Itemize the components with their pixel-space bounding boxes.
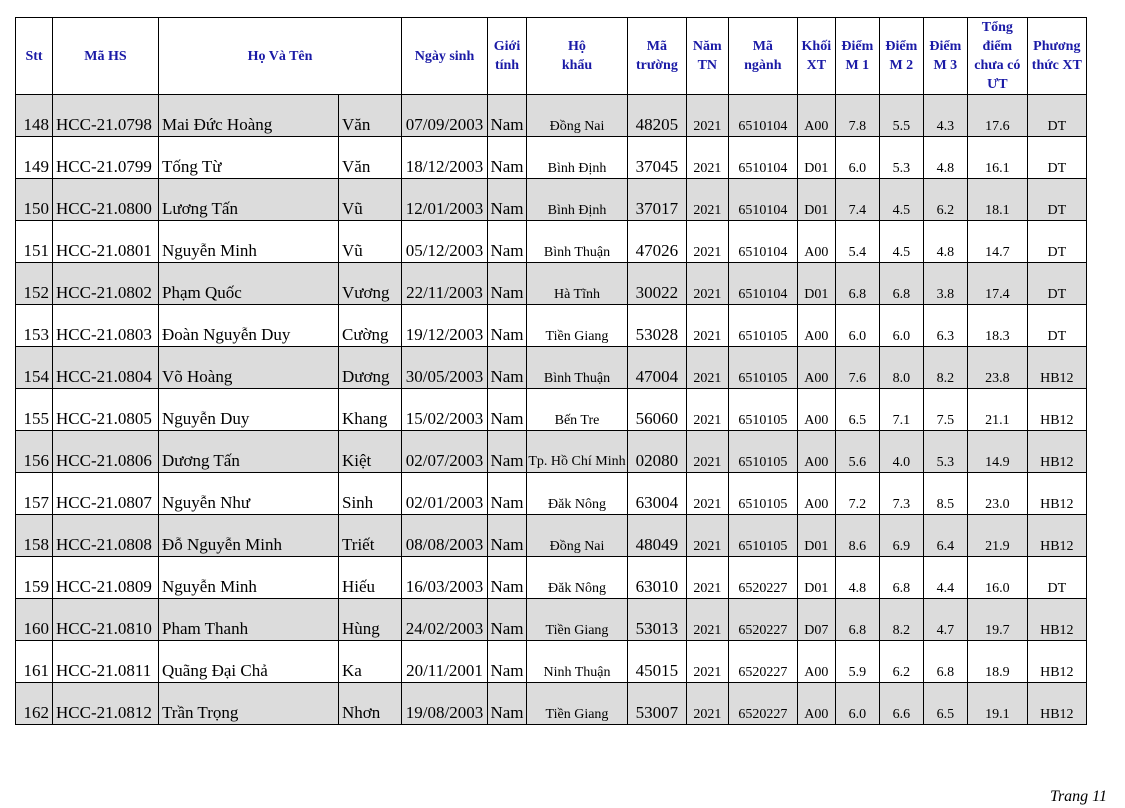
cell-ma-nganh: 6510104 <box>728 95 797 137</box>
cell-ma-nganh: 6510105 <box>728 515 797 557</box>
cell-nam-tn: 2021 <box>686 599 728 641</box>
table-row <box>16 557 1087 599</box>
cell-diem-m3: 6.8 <box>923 641 967 683</box>
cell-gioi-tinh: Nam <box>488 179 527 221</box>
cell-tong-diem: 18.9 <box>967 641 1027 683</box>
table-row <box>16 515 1087 557</box>
cell-tong-diem: 18.1 <box>967 179 1027 221</box>
cell-ma-truong: 02080 <box>628 431 687 473</box>
cell-ngay-sinh: 05/12/2003 <box>402 221 488 263</box>
cell-diem-m3: 4.4 <box>923 557 967 599</box>
cell-stt: 153 <box>16 305 53 347</box>
cell-phuong-thuc: DT <box>1027 137 1086 179</box>
cell-diem-m1: 8.6 <box>835 515 879 557</box>
cell-gioi-tinh: Nam <box>488 137 527 179</box>
cell-ngay-sinh: 22/11/2003 <box>402 263 488 305</box>
cell-diem-m3: 8.2 <box>923 347 967 389</box>
cell-ma-truong: 48205 <box>628 95 687 137</box>
cell-ma-truong: 47004 <box>628 347 687 389</box>
cell-tong-diem: 14.7 <box>967 221 1027 263</box>
cell-stt: 161 <box>16 641 53 683</box>
cell-diem-m2: 6.8 <box>879 557 923 599</box>
cell-diem-m1: 7.6 <box>835 347 879 389</box>
cell-stt: 158 <box>16 515 53 557</box>
header-ngay-sinh: Ngày sinh <box>402 18 488 95</box>
cell-ho-khau: Đăk Nông <box>527 557 628 599</box>
cell-ma-nganh: 6510105 <box>728 389 797 431</box>
cell-ma-hs: HCC-21.0809 <box>53 557 159 599</box>
cell-ten: Kiệt <box>339 431 402 473</box>
cell-tong-diem: 21.9 <box>967 515 1027 557</box>
cell-ma-truong: 56060 <box>628 389 687 431</box>
table-row <box>16 641 1087 683</box>
cell-ten: Cường <box>339 305 402 347</box>
cell-stt: 159 <box>16 557 53 599</box>
header-diem-m3: Điểm M 3 <box>923 18 967 95</box>
cell-ma-truong: 63010 <box>628 557 687 599</box>
cell-phuong-thuc: HB12 <box>1027 431 1086 473</box>
cell-khoi-xt: D01 <box>797 515 835 557</box>
header-ho-khau: Hộ khẩu <box>527 18 628 95</box>
cell-diem-m2: 6.9 <box>879 515 923 557</box>
cell-diem-m2: 8.0 <box>879 347 923 389</box>
cell-stt: 151 <box>16 221 53 263</box>
cell-diem-m3: 6.3 <box>923 305 967 347</box>
cell-ho-dem: Đỗ Nguyễn Minh <box>159 515 339 557</box>
cell-ngay-sinh: 19/12/2003 <box>402 305 488 347</box>
cell-ho-dem: Trần Trọng <box>159 683 339 725</box>
cell-tong-diem: 14.9 <box>967 431 1027 473</box>
cell-nam-tn: 2021 <box>686 347 728 389</box>
cell-ho-dem: Nguyễn Minh <box>159 221 339 263</box>
cell-ma-hs: HCC-21.0801 <box>53 221 159 263</box>
cell-diem-m2: 6.6 <box>879 683 923 725</box>
cell-ho-dem: Tống Từ <box>159 137 339 179</box>
cell-phuong-thuc: DT <box>1027 179 1086 221</box>
cell-gioi-tinh: Nam <box>488 515 527 557</box>
cell-ngay-sinh: 08/08/2003 <box>402 515 488 557</box>
cell-ma-hs: HCC-21.0803 <box>53 305 159 347</box>
cell-diem-m2: 4.5 <box>879 179 923 221</box>
cell-ma-truong: 30022 <box>628 263 687 305</box>
cell-diem-m3: 4.3 <box>923 95 967 137</box>
cell-ngay-sinh: 02/07/2003 <box>402 431 488 473</box>
cell-diem-m1: 6.8 <box>835 599 879 641</box>
cell-tong-diem: 17.4 <box>967 263 1027 305</box>
table-row <box>16 179 1087 221</box>
cell-gioi-tinh: Nam <box>488 641 527 683</box>
cell-gioi-tinh: Nam <box>488 389 527 431</box>
cell-gioi-tinh: Nam <box>488 473 527 515</box>
cell-tong-diem: 19.7 <box>967 599 1027 641</box>
cell-khoi-xt: A00 <box>797 641 835 683</box>
cell-ma-nganh: 6520227 <box>728 641 797 683</box>
cell-ma-nganh: 6510104 <box>728 263 797 305</box>
cell-ma-nganh: 6510105 <box>728 473 797 515</box>
cell-diem-m2: 4.0 <box>879 431 923 473</box>
cell-diem-m2: 6.8 <box>879 263 923 305</box>
cell-ma-hs: HCC-21.0806 <box>53 431 159 473</box>
cell-nam-tn: 2021 <box>686 641 728 683</box>
cell-nam-tn: 2021 <box>686 473 728 515</box>
cell-ten: Văn <box>339 137 402 179</box>
cell-ten: Hùng <box>339 599 402 641</box>
cell-ho-khau: Bình Định <box>527 137 628 179</box>
cell-ho-dem: Nguyễn Duy <box>159 389 339 431</box>
cell-ma-truong: 53007 <box>628 683 687 725</box>
cell-diem-m3: 6.5 <box>923 683 967 725</box>
table-row <box>16 95 1087 137</box>
cell-diem-m1: 7.4 <box>835 179 879 221</box>
cell-ma-nganh: 6510104 <box>728 179 797 221</box>
cell-ma-nganh: 6510105 <box>728 431 797 473</box>
cell-diem-m2: 7.3 <box>879 473 923 515</box>
cell-diem-m1: 5.6 <box>835 431 879 473</box>
cell-gioi-tinh: Nam <box>488 599 527 641</box>
cell-ma-nganh: 6510104 <box>728 137 797 179</box>
cell-ten: Nhơn <box>339 683 402 725</box>
cell-ho-dem: Dương Tấn <box>159 431 339 473</box>
cell-ma-hs: HCC-21.0799 <box>53 137 159 179</box>
cell-diem-m3: 6.4 <box>923 515 967 557</box>
cell-nam-tn: 2021 <box>686 137 728 179</box>
cell-ho-dem: Nguyễn Như <box>159 473 339 515</box>
cell-ten: Văn <box>339 95 402 137</box>
cell-ma-hs: HCC-21.0807 <box>53 473 159 515</box>
cell-khoi-xt: A00 <box>797 221 835 263</box>
cell-khoi-xt: D01 <box>797 557 835 599</box>
cell-stt: 148 <box>16 95 53 137</box>
cell-gioi-tinh: Nam <box>488 683 527 725</box>
cell-ho-khau: Tiền Giang <box>527 683 628 725</box>
cell-stt: 157 <box>16 473 53 515</box>
cell-ma-truong: 37045 <box>628 137 687 179</box>
header-ma-nganh: Mã ngành <box>728 18 797 95</box>
cell-ma-truong: 48049 <box>628 515 687 557</box>
header-khoi-xt: Khối XT <box>797 18 835 95</box>
cell-ma-truong: 37017 <box>628 179 687 221</box>
cell-ho-khau: Tp. Hồ Chí Minh <box>527 431 628 473</box>
cell-ma-nganh: 6510104 <box>728 221 797 263</box>
cell-ho-khau: Đồng Nai <box>527 515 628 557</box>
cell-ma-hs: HCC-21.0811 <box>53 641 159 683</box>
table-row <box>16 599 1087 641</box>
cell-ma-nganh: 6520227 <box>728 683 797 725</box>
cell-ten: Ka <box>339 641 402 683</box>
cell-ho-khau: Hà Tĩnh <box>527 263 628 305</box>
cell-ten: Vũ <box>339 179 402 221</box>
cell-ho-khau: Đăk Nông <box>527 473 628 515</box>
cell-gioi-tinh: Nam <box>488 263 527 305</box>
cell-gioi-tinh: Nam <box>488 95 527 137</box>
header-diem-m1: Điểm M 1 <box>835 18 879 95</box>
cell-nam-tn: 2021 <box>686 389 728 431</box>
cell-ma-hs: HCC-21.0810 <box>53 599 159 641</box>
table-row <box>16 263 1087 305</box>
cell-diem-m3: 4.7 <box>923 599 967 641</box>
cell-khoi-xt: D07 <box>797 599 835 641</box>
cell-ho-dem: Võ Hoàng <box>159 347 339 389</box>
cell-khoi-xt: A00 <box>797 305 835 347</box>
cell-phuong-thuc: HB12 <box>1027 599 1086 641</box>
cell-nam-tn: 2021 <box>686 305 728 347</box>
cell-tong-diem: 23.8 <box>967 347 1027 389</box>
cell-ho-khau: Ninh Thuận <box>527 641 628 683</box>
cell-ho-khau: Bến Tre <box>527 389 628 431</box>
cell-ten: Triết <box>339 515 402 557</box>
cell-diem-m1: 6.5 <box>835 389 879 431</box>
header-ma-hs: Mã HS <box>53 18 159 95</box>
table-row <box>16 683 1087 725</box>
cell-diem-m1: 7.8 <box>835 95 879 137</box>
cell-gioi-tinh: Nam <box>488 557 527 599</box>
cell-nam-tn: 2021 <box>686 431 728 473</box>
cell-khoi-xt: D01 <box>797 137 835 179</box>
cell-nam-tn: 2021 <box>686 95 728 137</box>
cell-ho-khau: Tiền Giang <box>527 599 628 641</box>
cell-ngay-sinh: 20/11/2001 <box>402 641 488 683</box>
cell-ho-dem: Lương Tấn <box>159 179 339 221</box>
page-number: Trang 11 <box>1049 788 1107 805</box>
cell-ho-dem: Nguyễn Minh <box>159 557 339 599</box>
cell-ho-dem: Phạm Quốc <box>159 263 339 305</box>
cell-tong-diem: 23.0 <box>967 473 1027 515</box>
cell-diem-m1: 5.9 <box>835 641 879 683</box>
cell-diem-m1: 4.8 <box>835 557 879 599</box>
cell-ma-nganh: 6520227 <box>728 599 797 641</box>
cell-ma-hs: HCC-21.0804 <box>53 347 159 389</box>
cell-ma-hs: HCC-21.0802 <box>53 263 159 305</box>
cell-ngay-sinh: 12/01/2003 <box>402 179 488 221</box>
table-row <box>16 347 1087 389</box>
header-stt: Stt <box>16 18 53 95</box>
cell-ma-hs: HCC-21.0812 <box>53 683 159 725</box>
table-row <box>16 137 1087 179</box>
cell-ten: Vương <box>339 263 402 305</box>
cell-phuong-thuc: HB12 <box>1027 347 1086 389</box>
cell-ten: Vũ <box>339 221 402 263</box>
cell-tong-diem: 21.1 <box>967 389 1027 431</box>
cell-diem-m1: 6.8 <box>835 263 879 305</box>
cell-ma-truong: 47026 <box>628 221 687 263</box>
header-tong-diem: Tổng điểm chưa có ƯT <box>967 18 1027 95</box>
header-phuong-thuc: Phương thức XT <box>1027 18 1086 95</box>
cell-ngay-sinh: 15/02/2003 <box>402 389 488 431</box>
cell-ho-dem: Pham Thanh <box>159 599 339 641</box>
cell-ten: Dương <box>339 347 402 389</box>
cell-gioi-tinh: Nam <box>488 221 527 263</box>
cell-tong-diem: 16.0 <box>967 557 1027 599</box>
cell-nam-tn: 2021 <box>686 515 728 557</box>
cell-ma-hs: HCC-21.0798 <box>53 95 159 137</box>
cell-stt: 152 <box>16 263 53 305</box>
cell-khoi-xt: A00 <box>797 347 835 389</box>
table-row <box>16 431 1087 473</box>
table-row <box>16 389 1087 431</box>
cell-ngay-sinh: 07/09/2003 <box>402 95 488 137</box>
cell-ma-nganh: 6510105 <box>728 305 797 347</box>
cell-diem-m1: 7.2 <box>835 473 879 515</box>
cell-diem-m1: 6.0 <box>835 305 879 347</box>
cell-tong-diem: 16.1 <box>967 137 1027 179</box>
cell-ma-nganh: 6510105 <box>728 347 797 389</box>
cell-ngay-sinh: 30/05/2003 <box>402 347 488 389</box>
cell-ma-nganh: 6520227 <box>728 557 797 599</box>
header-gioi-tinh: Giới tính <box>488 18 527 95</box>
cell-diem-m2: 4.5 <box>879 221 923 263</box>
cell-tong-diem: 19.1 <box>967 683 1027 725</box>
cell-khoi-xt: A00 <box>797 431 835 473</box>
cell-diem-m3: 6.2 <box>923 179 967 221</box>
cell-diem-m3: 3.8 <box>923 263 967 305</box>
cell-diem-m1: 6.0 <box>835 137 879 179</box>
header-ma-truong: Mã trường <box>628 18 687 95</box>
cell-stt: 154 <box>16 347 53 389</box>
cell-diem-m2: 6.0 <box>879 305 923 347</box>
cell-phuong-thuc: DT <box>1027 221 1086 263</box>
cell-khoi-xt: A00 <box>797 683 835 725</box>
cell-nam-tn: 2021 <box>686 263 728 305</box>
cell-ten: Khang <box>339 389 402 431</box>
cell-khoi-xt: A00 <box>797 389 835 431</box>
cell-ma-hs: HCC-21.0808 <box>53 515 159 557</box>
cell-ten: Sinh <box>339 473 402 515</box>
cell-phuong-thuc: HB12 <box>1027 389 1086 431</box>
cell-ho-dem: Đoàn Nguyễn Duy <box>159 305 339 347</box>
cell-diem-m1: 5.4 <box>835 221 879 263</box>
cell-diem-m2: 6.2 <box>879 641 923 683</box>
cell-diem-m1: 6.0 <box>835 683 879 725</box>
cell-nam-tn: 2021 <box>686 221 728 263</box>
cell-phuong-thuc: HB12 <box>1027 473 1086 515</box>
cell-stt: 149 <box>16 137 53 179</box>
cell-phuong-thuc: DT <box>1027 557 1086 599</box>
cell-diem-m3: 8.5 <box>923 473 967 515</box>
cell-stt: 162 <box>16 683 53 725</box>
cell-diem-m3: 4.8 <box>923 221 967 263</box>
cell-ngay-sinh: 18/12/2003 <box>402 137 488 179</box>
cell-phuong-thuc: HB12 <box>1027 683 1086 725</box>
cell-phuong-thuc: DT <box>1027 95 1086 137</box>
cell-ngay-sinh: 24/02/2003 <box>402 599 488 641</box>
cell-tong-diem: 18.3 <box>967 305 1027 347</box>
cell-khoi-xt: A00 <box>797 95 835 137</box>
cell-stt: 160 <box>16 599 53 641</box>
table-row <box>16 473 1087 515</box>
cell-ho-khau: Đồng Nai <box>527 95 628 137</box>
cell-ho-dem: Mai Đức Hoàng <box>159 95 339 137</box>
header-diem-m2: Điểm M 2 <box>879 18 923 95</box>
cell-phuong-thuc: DT <box>1027 305 1086 347</box>
cell-ngay-sinh: 16/03/2003 <box>402 557 488 599</box>
cell-ten: Hiếu <box>339 557 402 599</box>
cell-gioi-tinh: Nam <box>488 305 527 347</box>
cell-nam-tn: 2021 <box>686 557 728 599</box>
cell-ngay-sinh: 19/08/2003 <box>402 683 488 725</box>
cell-ma-hs: HCC-21.0805 <box>53 389 159 431</box>
cell-ho-khau: Bình Định <box>527 179 628 221</box>
cell-diem-m3: 4.8 <box>923 137 967 179</box>
cell-phuong-thuc: HB12 <box>1027 641 1086 683</box>
cell-khoi-xt: D01 <box>797 263 835 305</box>
table-row <box>16 221 1087 263</box>
cell-gioi-tinh: Nam <box>488 431 527 473</box>
cell-diem-m2: 8.2 <box>879 599 923 641</box>
cell-diem-m3: 7.5 <box>923 389 967 431</box>
cell-ma-truong: 63004 <box>628 473 687 515</box>
cell-khoi-xt: A00 <box>797 473 835 515</box>
cell-stt: 155 <box>16 389 53 431</box>
cell-ho-khau: Bình Thuận <box>527 347 628 389</box>
cell-ma-truong: 45015 <box>628 641 687 683</box>
cell-ma-truong: 53028 <box>628 305 687 347</box>
header-nam-tn: Năm TN <box>686 18 728 95</box>
cell-stt: 150 <box>16 179 53 221</box>
cell-khoi-xt: D01 <box>797 179 835 221</box>
cell-gioi-tinh: Nam <box>488 347 527 389</box>
cell-phuong-thuc: DT <box>1027 263 1086 305</box>
cell-diem-m2: 5.5 <box>879 95 923 137</box>
table-row <box>16 305 1087 347</box>
header-row <box>16 18 1087 95</box>
cell-diem-m2: 7.1 <box>879 389 923 431</box>
cell-nam-tn: 2021 <box>686 683 728 725</box>
header-ho-ten: Họ Và Tên <box>159 18 402 95</box>
cell-ho-khau: Bình Thuận <box>527 221 628 263</box>
cell-ma-hs: HCC-21.0800 <box>53 179 159 221</box>
cell-ho-khau: Tiền Giang <box>527 305 628 347</box>
cell-diem-m2: 5.3 <box>879 137 923 179</box>
cell-tong-diem: 17.6 <box>967 95 1027 137</box>
cell-nam-tn: 2021 <box>686 179 728 221</box>
cell-phuong-thuc: HB12 <box>1027 515 1086 557</box>
cell-ngay-sinh: 02/01/2003 <box>402 473 488 515</box>
cell-ma-truong: 53013 <box>628 599 687 641</box>
cell-ho-dem: Quãng Đại Chả <box>159 641 339 683</box>
cell-diem-m3: 5.3 <box>923 431 967 473</box>
cell-stt: 156 <box>16 431 53 473</box>
student-list-table <box>15 17 1087 725</box>
